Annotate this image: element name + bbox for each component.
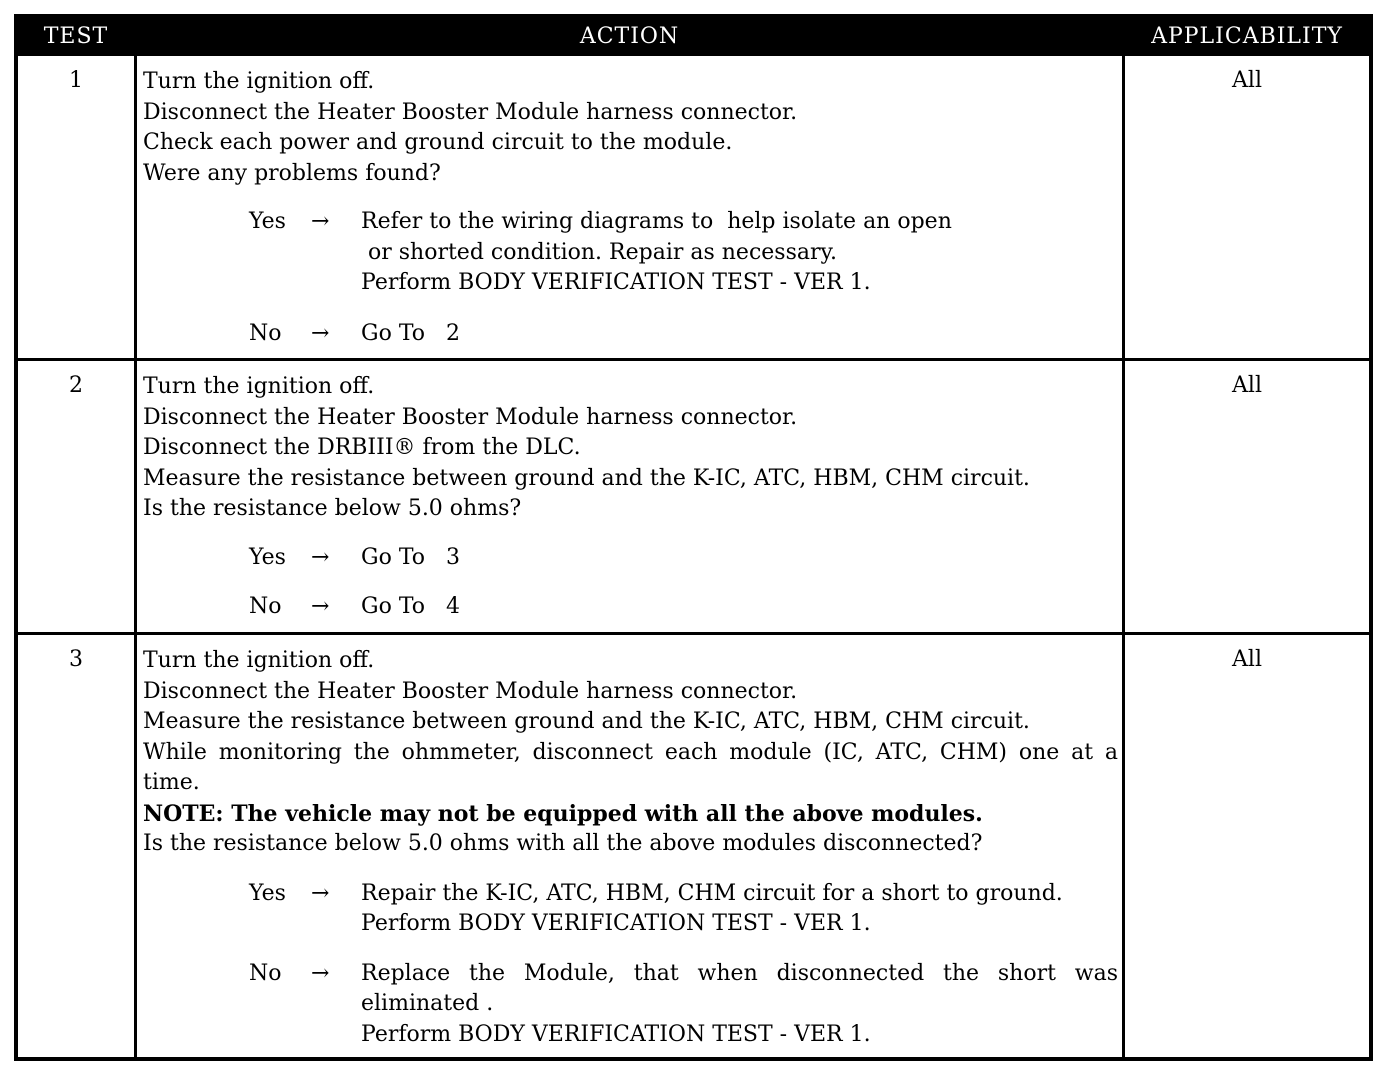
arrow-icon: →: [311, 320, 330, 346]
action-step: Disconnect the Heater Booster Module harness connector.: [143, 99, 798, 125]
action-step: Check each power and ground circuit to the module.: [143, 130, 733, 155]
action-step: Measure the resistance between ground and the K-IC, ATC, HBM, CHM circuit.: [143, 709, 1030, 734]
arrow-icon: →: [311, 880, 330, 906]
action-cell: [143, 646, 1118, 1050]
yes-label: Yes: [249, 880, 286, 906]
action-step: Turn the ignition off.: [143, 648, 375, 673]
action-cell: [143, 372, 1118, 623]
action-step: Turn the ignition off.: [143, 69, 375, 94]
arrow-icon: →: [311, 594, 330, 619]
yes-result: or shorted condition. Repair as necessary.: [361, 239, 838, 265]
yes-result: Perform BODY VERIFICATION TEST - VER 1.: [361, 911, 871, 936]
action-step: Disconnect the Heater Booster Module harness connector.: [143, 404, 798, 430]
yes-result: Refer to the wiring diagrams to help isolate an open: [361, 209, 952, 234]
applicability-value: All: [1232, 373, 1262, 398]
yes-branch: [249, 879, 1118, 940]
test-number: 2: [69, 373, 83, 398]
no-label: No: [249, 960, 282, 986]
no-label: No: [249, 594, 282, 619]
no-label: No: [249, 320, 282, 346]
test-number: 3: [69, 647, 83, 672]
no-branch: [249, 959, 1118, 1051]
no-result: Replace the Module, that when disconnected the short was eliminated .: [361, 960, 1118, 1016]
applicability-value: All: [1232, 68, 1262, 93]
yes-branch: [249, 207, 1118, 299]
diagnostic-table: [14, 14, 1373, 1061]
arrow-icon: →: [311, 209, 330, 234]
action-cell: [143, 67, 1118, 349]
no-result: Go To 2: [361, 320, 460, 346]
table-row: [18, 635, 1369, 1057]
header-test: TEST: [43, 24, 109, 49]
action-question: Is the resistance below 5.0 ohms with all the above modules disconnected?: [143, 831, 983, 856]
action-step: Measure the resistance between ground and the K-IC, ATC, HBM, CHM circuit.: [143, 465, 1030, 491]
note-text: NOTE: The vehicle may not be equipped with all the above modules.: [143, 800, 983, 827]
yes-label: Yes: [249, 544, 286, 570]
no-branch: [249, 319, 1118, 350]
applicability-value: All: [1232, 647, 1262, 672]
header-applicability: APPLICABILITY: [1151, 24, 1343, 49]
action-step: Turn the ignition off.: [143, 374, 375, 399]
yes-result: Go To 3: [361, 544, 460, 570]
arrow-icon: →: [311, 544, 330, 570]
no-result: Perform BODY VERIFICATION TEST - VER 1.: [361, 1021, 871, 1047]
test-number: 1: [69, 68, 83, 93]
no-result: Go To 4: [361, 594, 460, 619]
yes-result: Repair the K-IC, ATC, HBM, CHM circuit for a short to ground.: [361, 880, 1063, 906]
yes-branch: [249, 543, 1118, 574]
table-row: [18, 361, 1369, 632]
table-header: [18, 18, 1369, 56]
action-step: While monitoring the ohmmeter, disconnect each module (IC, ATC, CHM) one at a time.: [143, 739, 1118, 795]
table-row: [18, 56, 1369, 358]
action-step: Is the resistance below 5.0 ohms?: [143, 496, 522, 521]
arrow-icon: →: [311, 960, 330, 986]
action-step: Disconnect the Heater Booster Module harness connector.: [143, 678, 798, 704]
yes-label: Yes: [249, 209, 286, 234]
action-step: Disconnect the DRBIII® from the DLC.: [143, 435, 581, 460]
header-action: ACTION: [579, 24, 680, 49]
no-branch: [249, 592, 1118, 623]
yes-result: Perform BODY VERIFICATION TEST - VER 1.: [361, 270, 871, 295]
action-step: Were any problems found?: [143, 160, 441, 186]
